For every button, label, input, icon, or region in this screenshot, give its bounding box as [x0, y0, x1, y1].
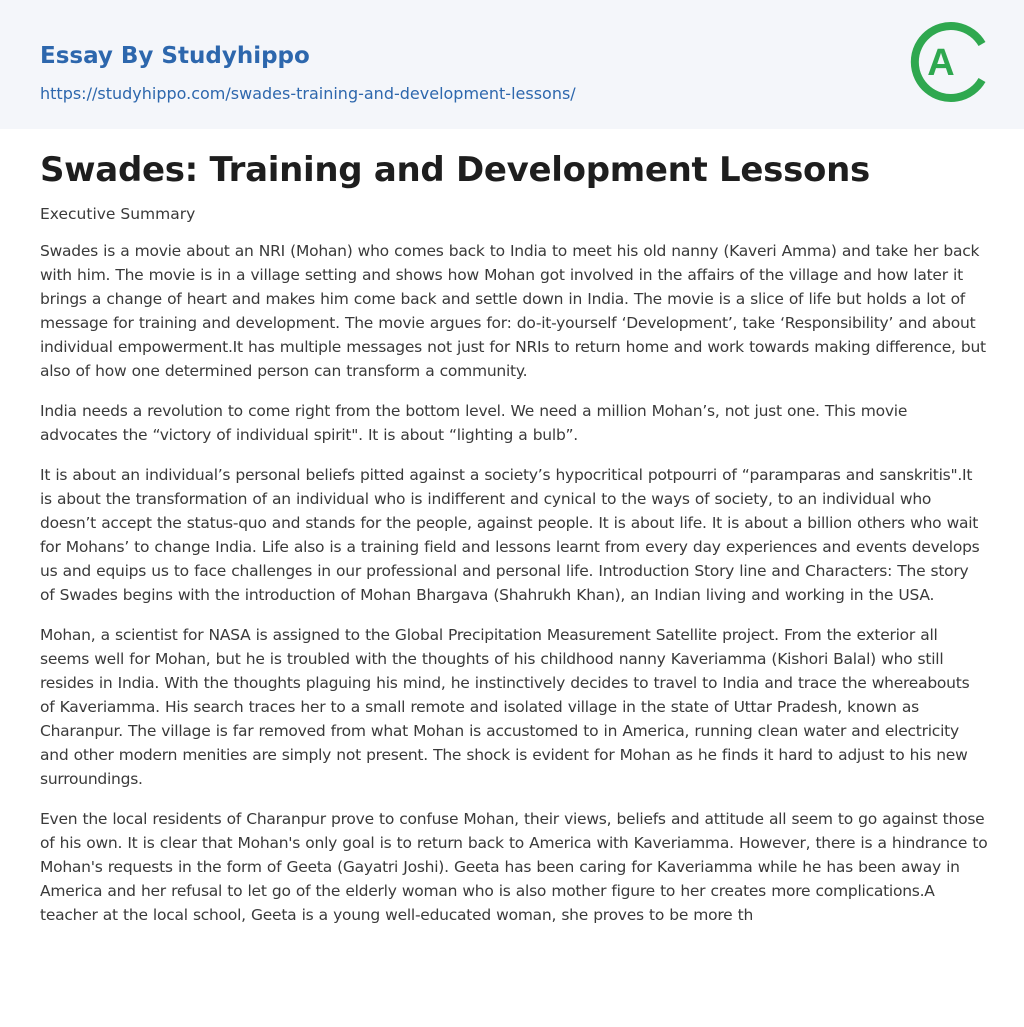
studyhippo-logo-icon[interactable] — [910, 18, 988, 106]
page-title: Swades: Training and Development Lessons — [40, 150, 870, 190]
site-header — [0, 0, 1024, 129]
paragraph-2: India needs a revolution to come right from the bottom level. We need a million Mohan’s, not just one. This movie advocates the “victory of individual spirit". It is about “lighting a bulb”. — [40, 402, 908, 444]
paragraph-3: It is about an individual’s personal beliefs pitted against a society’s hypocritical potpourri of “paramparas and sanskritis".It is about the transformation of an individual who is indifferent and cynical to the ways of society, to an individual who doesn’t accept the status-quo and stands for the people, against people. It is about life. It is about a billion others who wait for Mohans’ to change India. Life also is a training field and lessons learnt from every day experiences and events develops us and equips us to face challenges in our professional and personal life. Introduction Story line and Characters: The story of Swades begins with the introduction of Mohan Bhargava (Shahrukh Khan), an Indian living and working in the USA. — [40, 466, 980, 604]
source-url[interactable]: https://studyhippo.com/swades-training-and-development-lessons/ — [40, 84, 576, 103]
svg-text:A: A — [927, 42, 955, 84]
section-heading: Executive Summary — [40, 205, 196, 223]
paragraph-4: Mohan, a scientist for NASA is assigned to the Global Precipitation Measurement Satellite project. From the exterior all seems well for Mohan, but he is troubled with the thoughts of his childhood nanny Kaveriamma (Kishori Balal) who still resides in India. With the thoughts plaguing his mind, he instinctively decides to travel to India and trace the whereabouts of Kaveriamma. His search traces her to a small remote and isolated village in the state of Uttar Pradesh, known as Charanpur. The village is far removed from what Mohan is accustomed to in America, running clean water and electricity and other modern menities are simply not present. The shock is evident for Mohan as he finds it hard to adjust to his new surroundings. — [40, 626, 970, 788]
paragraph-1: Swades is a movie about an NRI (Mohan) who comes back to India to meet his old nanny (Kaveri Amma) and take her back with him. The movie is in a village setting and shows how Mohan got involved in the affairs of the village and how later it brings a change of heart and makes him come back and settle down in India. The movie is a slice of life but holds a lot of message for training and development. The movie argues for: do-it-yourself ‘Development’, take ‘Responsibility’ and about individual empowerment.It has multiple messages not just for NRIs to return home and work towards making difference, but also of how one determined person can transform a community. — [40, 242, 986, 380]
article — [40, 129, 988, 927]
paragraph-5: Even the local residents of Charanpur prove to confuse Mohan, their views, beliefs and attitude all seem to go against those of his own. It is clear that Mohan's only goal is to return back to America with Kaveriamma. However, there is a hindrance to Mohan's requests in the form of Geeta (Gayatri Joshi). Geeta has been caring for Kaveriamma while he has been away in America and her refusal to let go of the elderly woman who is also mother figure to her creates more complications.A teacher at the local school, Geeta is a young well-educated woman, she proves to be more th — [40, 810, 988, 924]
brand-title[interactable]: Essay By Studyhippo — [40, 43, 310, 69]
